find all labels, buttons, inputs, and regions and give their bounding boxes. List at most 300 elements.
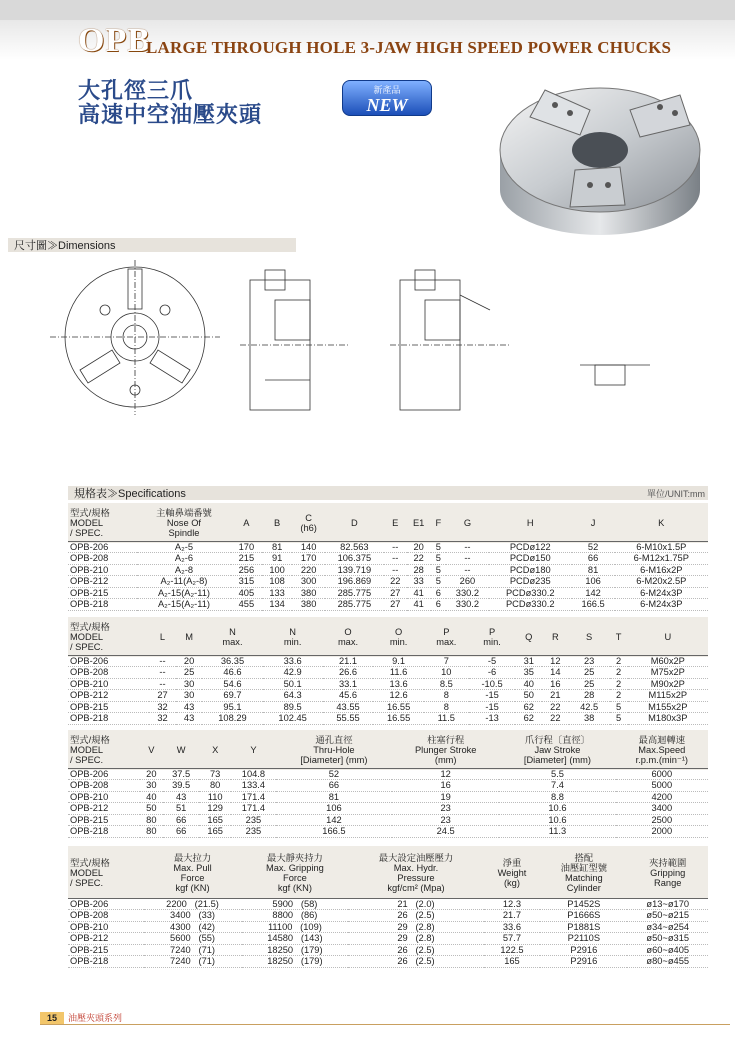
value-cell: PCDø180 (489, 564, 572, 576)
value-cell: 12.3 (484, 898, 541, 910)
value-cell: 27 (149, 690, 176, 702)
value-cell: 380 (292, 599, 324, 611)
value-cell: 165 (199, 814, 231, 826)
value-cell: 129 (199, 803, 231, 815)
value-cell: -- (446, 553, 489, 565)
value-cell: M155x2P (628, 701, 708, 713)
value-cell: 5 (431, 541, 446, 553)
value-cell: PCDø330.2 (489, 587, 572, 599)
value-cell: 45.6 (323, 690, 374, 702)
value-cell: ø80~ø455 (627, 956, 708, 968)
table3-header-cell: X (212, 744, 219, 755)
model-cell: OPB-210 (68, 564, 137, 576)
value-cell: 110 (199, 791, 231, 803)
value-cell: A₂-6 (137, 553, 231, 565)
model-cell: OPB-212 (68, 803, 140, 815)
table3-header-cell: W (176, 744, 186, 755)
spec-table-4 (68, 848, 708, 968)
value-cell: 16.55 (373, 713, 424, 725)
table-row (68, 667, 708, 679)
table-row (68, 814, 708, 826)
value-cell: 8.8 (499, 791, 615, 803)
value-cell: 6 (431, 587, 446, 599)
table2-header-cell: S (586, 631, 593, 642)
value-cell: 166.5 (276, 826, 392, 838)
value-cell: A₂-15(A₂-11) (137, 599, 231, 611)
value-cell: 4300 (42) (144, 921, 242, 933)
table3-header-cell: 柱塞行程 Plunger Stroke (mm) (414, 734, 477, 765)
specifications-label: 規格表≫Specifications (74, 488, 186, 500)
value-cell: P1452S (540, 898, 627, 910)
table2-header-cell: L (159, 631, 166, 642)
value-cell: 28 (407, 564, 431, 576)
value-cell: 5 (431, 564, 446, 576)
table2-header-cell: T (615, 631, 622, 642)
value-cell: 11.5 (424, 713, 469, 725)
cn-title-line1: 大孔徑三爪 (78, 79, 194, 104)
value-cell: 11.6 (373, 667, 424, 679)
value-cell: 36.35 (202, 655, 262, 667)
value-cell: 455 (231, 599, 262, 611)
value-cell: 37.5 (163, 768, 199, 780)
table3-header-cell: 爪行程〔直徑〕 Jaw Stroke [Diameter] (mm) (523, 734, 592, 765)
value-cell: M115x2P (628, 690, 708, 702)
value-cell: 21.1 (323, 655, 374, 667)
value-cell: ø50~ø215 (627, 910, 708, 922)
table4-header-cell: 最大設定油壓壓力 Max. Hydr. Pressure kgf/cm² (Mpa) (378, 852, 454, 893)
value-cell: 170 (231, 541, 262, 553)
value-cell: 139.719 (325, 564, 384, 576)
value-cell: -6 (469, 667, 516, 679)
table3-header-cell: V (148, 744, 155, 755)
value-cell: 26 (2.5) (348, 944, 483, 956)
value-cell: 91 (262, 553, 293, 565)
value-cell: -- (149, 678, 176, 690)
model-cell: OPB-218 (68, 599, 137, 611)
table-row (68, 541, 708, 553)
model-cell: OPB-210 (68, 791, 140, 803)
value-cell: 171.4 (231, 791, 276, 803)
value-cell: 33.6 (263, 655, 323, 667)
table3-header-cell: 通孔直徑 Thru-Hole [Diameter] (mm) (300, 734, 368, 765)
value-cell: 33.1 (323, 678, 374, 690)
value-cell: 4200 (616, 791, 708, 803)
value-cell: 21.7 (484, 910, 541, 922)
value-cell: 8 (424, 701, 469, 713)
value-cell: 140 (292, 541, 324, 553)
value-cell: 40 (140, 791, 163, 803)
value-cell: ø34~ø254 (627, 921, 708, 933)
table4-header-cell: 最大靜夾持力 Max. Gripping Force kgf (KN) (265, 852, 324, 893)
value-cell: PCDø122 (489, 541, 572, 553)
value-cell: 6 (431, 599, 446, 611)
dimensions-label: 尺寸圖≫Dimensions (14, 240, 116, 252)
footer-series: 油壓夾頭系列 (68, 1013, 123, 1023)
table-row (68, 655, 708, 667)
value-cell: 50.1 (263, 678, 323, 690)
value-cell: 10.6 (499, 814, 615, 826)
table-row (68, 933, 708, 945)
value-cell: 315 (231, 576, 262, 588)
value-cell: 5 (610, 701, 628, 713)
dimension-drawings (50, 255, 690, 440)
value-cell: 10 (424, 667, 469, 679)
value-cell: 80 (140, 814, 163, 826)
model-cell: OPB-208 (68, 910, 144, 922)
value-cell: 29 (2.8) (348, 933, 483, 945)
unit-label: 單位/UNIT:mm (647, 489, 705, 499)
table-row (68, 713, 708, 725)
value-cell: 41 (407, 587, 431, 599)
value-cell: 2200 (21.5) (144, 898, 242, 910)
value-cell: 5000 (616, 780, 708, 792)
value-cell: 20 (407, 541, 431, 553)
value-cell: -15 (469, 701, 516, 713)
value-cell: 19 (392, 791, 499, 803)
dimensions-header (8, 238, 296, 252)
value-cell: -- (149, 655, 176, 667)
value-cell: 26 (2.5) (348, 910, 483, 922)
value-cell: 5900 (58) (242, 898, 349, 910)
value-cell: 2 (610, 655, 628, 667)
value-cell: 29 (2.8) (348, 921, 483, 933)
value-cell: 20 (140, 768, 163, 780)
value-cell: 134 (262, 599, 293, 611)
value-cell: 2500 (616, 814, 708, 826)
table2-header-cell: N min. (283, 626, 302, 647)
spec-table-1 (68, 505, 708, 611)
value-cell: -- (149, 667, 176, 679)
value-cell: 30 (176, 678, 203, 690)
table4-header-cell: 淨重 Weight (kg) (497, 857, 527, 888)
value-cell: 26.6 (323, 667, 374, 679)
table-row (68, 910, 708, 922)
value-cell: A₂-11(A₂-8) (137, 576, 231, 588)
value-cell: 23 (569, 655, 610, 667)
value-cell: 6-M12x1.75P (615, 553, 708, 565)
value-cell: 6-M10x1.5P (615, 541, 708, 553)
value-cell: 16 (392, 780, 499, 792)
value-cell: M180x3P (628, 713, 708, 725)
table2-header-cell: R (551, 631, 559, 642)
value-cell: 22 (542, 713, 569, 725)
table1-header-cell: D (351, 517, 358, 528)
value-cell: 6-M16x2P (615, 564, 708, 576)
value-cell: 20 (176, 655, 203, 667)
value-cell: 14 (542, 667, 569, 679)
value-cell: 11100 (109) (242, 921, 349, 933)
value-cell: A₂-8 (137, 564, 231, 576)
value-cell: 30 (176, 690, 203, 702)
value-cell: 66 (163, 826, 199, 838)
table4-header-cell: 搭配 油壓缸型號 Matching Cylinder (560, 852, 608, 893)
table-row (68, 599, 708, 611)
value-cell: 33.6 (484, 921, 541, 933)
value-cell: 66 (276, 780, 392, 792)
table-row (68, 791, 708, 803)
value-cell: A₂-5 (137, 541, 231, 553)
table-row (68, 690, 708, 702)
value-cell: -- (384, 541, 407, 553)
table-row (68, 576, 708, 588)
model-cell: OPB-215 (68, 701, 149, 713)
value-cell: -- (446, 564, 489, 576)
value-cell: 285.775 (325, 599, 384, 611)
value-cell: 81 (262, 541, 293, 553)
value-cell: 100 (262, 564, 293, 576)
value-cell: -- (384, 564, 407, 576)
value-cell: 12.6 (373, 690, 424, 702)
table4-header-cell: 夾持範圍 Gripping Range (649, 857, 687, 888)
model-cell: OPB-215 (68, 587, 137, 599)
value-cell: 14580 (143) (242, 933, 349, 945)
value-cell: 31 (515, 655, 542, 667)
value-cell: 21 (2.0) (348, 898, 483, 910)
table3-header-cell: 最高迴轉速 Max.Speed r.p.m.(min⁻¹) (635, 734, 689, 765)
value-cell: 57.7 (484, 933, 541, 945)
model-cell: OPB-215 (68, 814, 140, 826)
page-number: 15 (40, 1012, 64, 1024)
value-cell: 50 (140, 803, 163, 815)
table1-header-cell: E1 (412, 517, 425, 528)
table1-header-cell: G (463, 517, 472, 528)
value-cell: 33 (407, 576, 431, 588)
value-cell: 380 (292, 587, 324, 599)
table4-header-cell: 型式/規格 MODEL / SPEC. (70, 857, 110, 888)
value-cell: 43.55 (323, 701, 374, 713)
model-cell: OPB-212 (68, 576, 137, 588)
value-cell: 13.6 (373, 678, 424, 690)
value-cell: 171.4 (231, 803, 276, 815)
table1-header-cell: K (658, 517, 665, 528)
value-cell: 235 (231, 826, 276, 838)
value-cell: M75x2P (628, 667, 708, 679)
value-cell: 73 (199, 768, 231, 780)
new-badge (342, 80, 432, 116)
value-cell: 35 (515, 667, 542, 679)
value-cell: 80 (199, 780, 231, 792)
value-cell: 28 (569, 690, 610, 702)
value-cell: P2916 (540, 944, 627, 956)
value-cell: A₂-15(A₂-11) (137, 587, 231, 599)
value-cell: 69.7 (202, 690, 262, 702)
model-cell: OPB-218 (68, 826, 140, 838)
table2-header-cell: P max. (436, 626, 457, 647)
value-cell: 170 (292, 553, 324, 565)
value-cell: 8.5 (424, 678, 469, 690)
value-cell: 50 (515, 690, 542, 702)
value-cell: 133.4 (231, 780, 276, 792)
table3-header-row (68, 732, 708, 768)
value-cell: ø50~ø315 (627, 933, 708, 945)
page-title: LARGE THROUGH HOLE 3-JAW HIGH SPEED POWER CHUCKS (146, 38, 672, 57)
table-row (68, 898, 708, 910)
value-cell: 3400 (616, 803, 708, 815)
table1-header-cell: C (h6) (300, 512, 317, 533)
value-cell: 3400 (33) (144, 910, 242, 922)
value-cell: P1881S (540, 921, 627, 933)
value-cell: 133 (262, 587, 293, 599)
value-cell: 40 (515, 678, 542, 690)
model-cell: OPB-206 (68, 898, 144, 910)
value-cell: 30 (140, 780, 163, 792)
value-cell: 25 (569, 678, 610, 690)
table-row (68, 780, 708, 792)
value-cell: 81 (572, 564, 615, 576)
chuck-bore (572, 132, 628, 168)
value-cell: 43 (163, 791, 199, 803)
model-cell: OPB-208 (68, 553, 137, 565)
value-cell: 21 (542, 690, 569, 702)
table-row (68, 944, 708, 956)
value-cell: 27 (384, 587, 407, 599)
value-cell: 165 (199, 826, 231, 838)
table-row (68, 587, 708, 599)
value-cell: 2 (610, 690, 628, 702)
value-cell: 235 (231, 814, 276, 826)
table2-header-cell: P min. (483, 626, 501, 647)
value-cell: 25 (176, 667, 203, 679)
value-cell: 2 (610, 667, 628, 679)
value-cell: 11.3 (499, 826, 615, 838)
value-cell: 104.8 (231, 768, 276, 780)
value-cell: 106 (572, 576, 615, 588)
value-cell: 46.6 (202, 667, 262, 679)
value-cell: 166.5 (572, 599, 615, 611)
table-row (68, 803, 708, 815)
footer-line (40, 1024, 730, 1025)
model-cell: OPB-210 (68, 678, 149, 690)
value-cell: 64.3 (263, 690, 323, 702)
value-cell: 142 (276, 814, 392, 826)
value-cell: P1666S (540, 910, 627, 922)
value-cell: 106 (276, 803, 392, 815)
cn-title-line2: 高速中空油壓夾頭 (78, 103, 263, 128)
value-cell: 7240 (71) (144, 956, 242, 968)
table-row (68, 553, 708, 565)
table-row (68, 956, 708, 968)
value-cell: 62 (515, 701, 542, 713)
model-cell: OPB-206 (68, 768, 140, 780)
value-cell: 106.375 (325, 553, 384, 565)
value-cell: 24.5 (392, 826, 499, 838)
value-cell: 66 (163, 814, 199, 826)
table-row (68, 678, 708, 690)
value-cell: 66 (572, 553, 615, 565)
value-cell: 330.2 (446, 587, 489, 599)
value-cell: 6-M24x3P (615, 587, 708, 599)
value-cell: 5.5 (499, 768, 615, 780)
value-cell: 52 (276, 768, 392, 780)
table-row (68, 826, 708, 838)
model-cell: OPB-212 (68, 933, 144, 945)
value-cell: 5 (431, 576, 446, 588)
table2-header-cell: O min. (389, 626, 408, 647)
value-cell: 95.1 (202, 701, 262, 713)
value-cell: 5600 (55) (144, 933, 242, 945)
value-cell: 6-M20x2.5P (615, 576, 708, 588)
value-cell: 2000 (616, 826, 708, 838)
value-cell: 22 (542, 701, 569, 713)
value-cell: 22 (407, 553, 431, 565)
chuck-photo (470, 55, 720, 245)
spec-table-2 (68, 619, 708, 725)
value-cell: 41 (407, 599, 431, 611)
value-cell: 62 (515, 713, 542, 725)
value-cell: 32 (149, 701, 176, 713)
value-cell: 330.2 (446, 599, 489, 611)
value-cell: 82.563 (325, 541, 384, 553)
value-cell: 285.775 (325, 587, 384, 599)
value-cell: 89.5 (263, 701, 323, 713)
value-cell: 7 (424, 655, 469, 667)
table2-header-row (68, 619, 708, 655)
table1-header-cell: E (392, 517, 399, 528)
specifications-header (68, 486, 708, 500)
value-cell: 39.5 (163, 780, 199, 792)
model-cell: OPB-218 (68, 956, 144, 968)
value-cell: 256 (231, 564, 262, 576)
table1-header-cell: 型式/規格 MODEL / SPEC. (70, 507, 110, 538)
value-cell: 54.6 (202, 678, 262, 690)
value-cell: -- (384, 553, 407, 565)
value-cell: 22 (384, 576, 407, 588)
table2-header-cell: U (664, 631, 672, 642)
value-cell: 300 (292, 576, 324, 588)
table4-header-row (68, 848, 708, 898)
table-row (68, 768, 708, 780)
table2-header-cell: N max. (222, 626, 243, 647)
value-cell: 16.55 (373, 701, 424, 713)
value-cell: 405 (231, 587, 262, 599)
value-cell: 32 (149, 713, 176, 725)
value-cell: 80 (140, 826, 163, 838)
model-cell: OPB-215 (68, 944, 144, 956)
value-cell: 220 (292, 564, 324, 576)
value-cell: PCDø235 (489, 576, 572, 588)
model-cell: OPB-210 (68, 921, 144, 933)
value-cell: 108 (262, 576, 293, 588)
value-cell: 102.45 (263, 713, 323, 725)
table3-header-cell: Y (250, 744, 257, 755)
table2-header-cell: M (185, 631, 193, 642)
value-cell: PCDø330.2 (489, 599, 572, 611)
value-cell: 6-M24x3P (615, 599, 708, 611)
value-cell: 5 (610, 713, 628, 725)
value-cell: P2110S (540, 933, 627, 945)
table1-header-cell: H (526, 517, 534, 528)
value-cell: 108.29 (202, 713, 262, 725)
value-cell: 51 (163, 803, 199, 815)
value-cell: 7240 (71) (144, 944, 242, 956)
value-cell: 6000 (616, 768, 708, 780)
value-cell: 260 (446, 576, 489, 588)
value-cell: 8 (424, 690, 469, 702)
value-cell: 18250 (179) (242, 944, 349, 956)
footer (40, 1012, 730, 1024)
value-cell: 215 (231, 553, 262, 565)
value-cell: 18250 (179) (242, 956, 349, 968)
value-cell: M60x2P (628, 655, 708, 667)
value-cell: -10.5 (469, 678, 516, 690)
value-cell: 5 (431, 553, 446, 565)
value-cell: ø13~ø170 (627, 898, 708, 910)
spec-table-3 (68, 732, 708, 838)
table1-header-cell: A (243, 517, 250, 528)
new-badge-cn: 新產品 (373, 85, 401, 95)
value-cell: 2 (610, 678, 628, 690)
value-cell: 23 (392, 814, 499, 826)
